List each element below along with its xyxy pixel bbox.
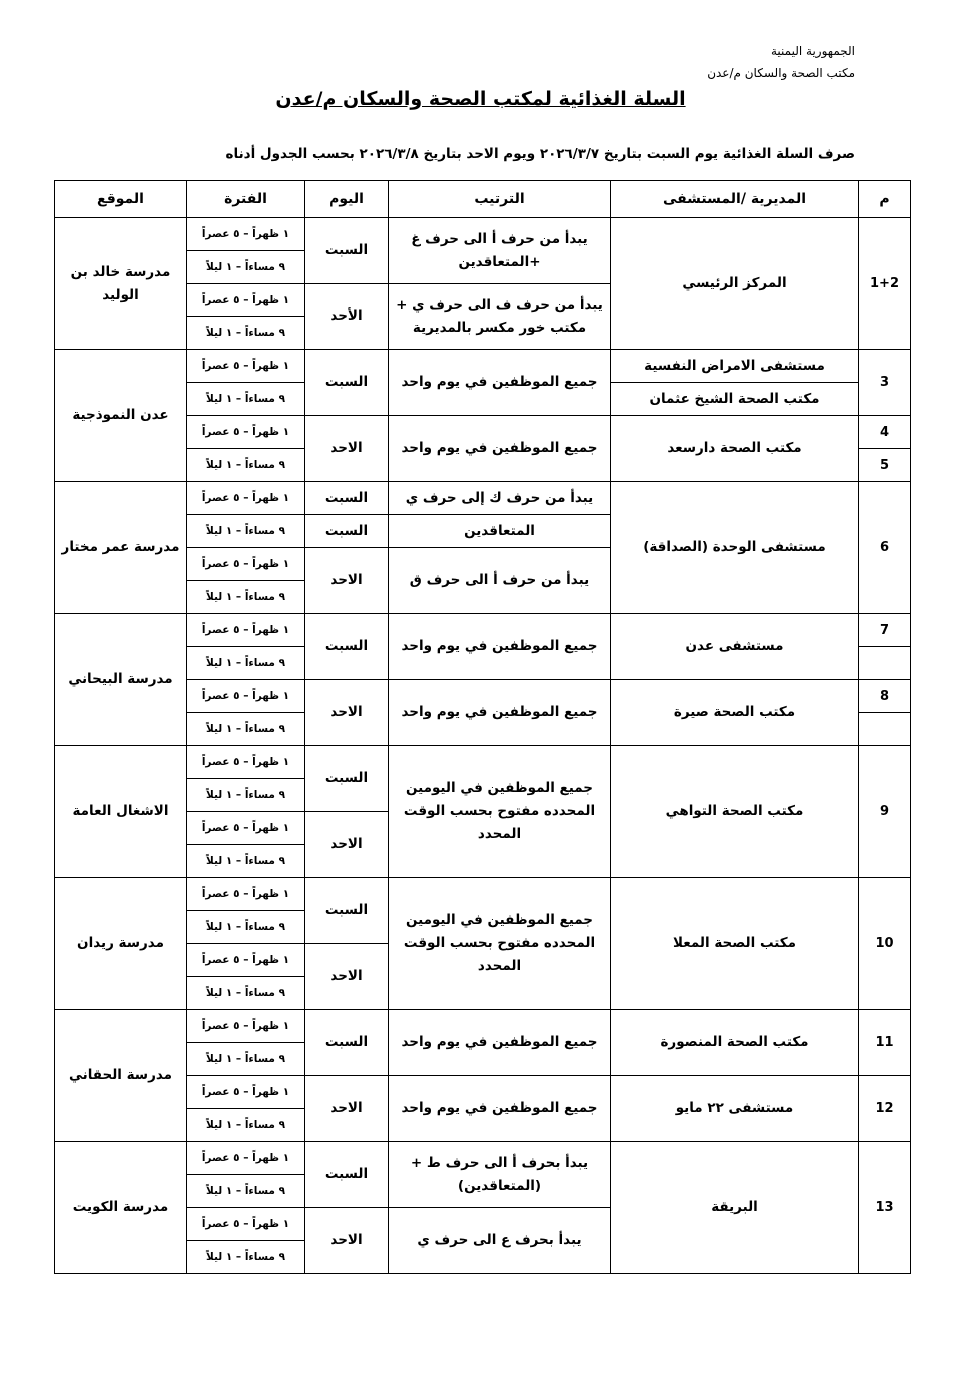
row-number: 10 bbox=[859, 878, 911, 1010]
row-number: 5 bbox=[859, 449, 911, 482]
country-name: الجمهورية اليمنية bbox=[770, 44, 855, 58]
location-cell: عدن النموذجية bbox=[55, 350, 187, 482]
table-row bbox=[55, 746, 911, 779]
order-cell: جميع الموظفين في يوم واحد bbox=[389, 680, 611, 746]
directorate-cell: مكتب الصحة صيرة bbox=[611, 680, 859, 746]
day-cell: الاحد bbox=[305, 416, 389, 482]
period-cell: ٩ مساءاً – ١ ليلاً bbox=[187, 581, 305, 614]
table-row bbox=[55, 878, 911, 911]
period-cell: ١ ظهراً – ٥ عصراً bbox=[187, 878, 305, 911]
order-cell: يبدأ بحرف أ الى حرف ط +(المتعاقدين) bbox=[389, 1142, 611, 1208]
day-cell: السبت bbox=[305, 482, 389, 515]
directorate-cell: مكتب الصحة الشيخ عثمان bbox=[611, 383, 859, 416]
table-row bbox=[55, 350, 911, 383]
location-cell: مدرسة خالد بن الوليد bbox=[55, 218, 187, 350]
row-number: 12 bbox=[859, 1076, 911, 1142]
order-cell: جميع الموظفين في يوم واحد bbox=[389, 350, 611, 416]
order-cell: يبدأ من حرف أ الى حرف ق bbox=[389, 548, 611, 614]
org-header bbox=[707, 40, 855, 84]
order-cell: جميع الموظفين في يوم واحد bbox=[389, 614, 611, 680]
period-cell: ١ ظهراً – ٥ عصراً bbox=[187, 350, 305, 383]
day-cell: السبت bbox=[305, 1142, 389, 1208]
period-cell: ١ ظهراً – ٥ عصراً bbox=[187, 1076, 305, 1109]
period-cell: ٩ مساءاً – ١ ليلاً bbox=[187, 1043, 305, 1076]
col-header-period: الفترة bbox=[187, 181, 305, 218]
row-number-empty bbox=[859, 713, 911, 746]
period-cell: ١ ظهراً – ٥ عصراً bbox=[187, 548, 305, 581]
directorate-cell: مستشفى الامراض النفسية bbox=[611, 350, 859, 383]
table-row bbox=[55, 1010, 911, 1043]
order-cell: المتعاقدين bbox=[389, 515, 611, 548]
row-number: 3 bbox=[859, 350, 911, 416]
period-cell: ١ ظهراً – ٥ عصراً bbox=[187, 1142, 305, 1175]
row-number: 7 bbox=[859, 614, 911, 647]
row-number: 8 bbox=[859, 680, 911, 713]
period-cell: ١ ظهراً – ٥ عصراً bbox=[187, 614, 305, 647]
day-cell: الاحد bbox=[305, 680, 389, 746]
order-cell: جميع الموظفين في يوم واحد bbox=[389, 1010, 611, 1076]
table-row bbox=[55, 482, 911, 515]
order-cell: يبدأ من حرف أ الى حرف غ +المتعاقدين bbox=[389, 218, 611, 284]
day-cell: السبت bbox=[305, 878, 389, 944]
day-cell: السبت bbox=[305, 515, 389, 548]
period-cell: ٩ مساءاً – ١ ليلاً bbox=[187, 1109, 305, 1142]
period-cell: ١ ظهراً – ٥ عصراً bbox=[187, 812, 305, 845]
col-header-order: الترتيب bbox=[389, 181, 611, 218]
directorate-cell: مكتب الصحة المنصورة bbox=[611, 1010, 859, 1076]
day-cell: الأحد bbox=[305, 284, 389, 350]
day-cell: السبت bbox=[305, 614, 389, 680]
col-header-location: الموقع bbox=[55, 181, 187, 218]
order-cell: جميع الموظفين في يوم واحد bbox=[389, 1076, 611, 1142]
directorate-cell: مكتب الصحة التواهي bbox=[611, 746, 859, 878]
order-cell: يبدأ من حرف ك إلى حرف ي bbox=[389, 482, 611, 515]
period-cell: ١ ظهراً – ٥ عصراً bbox=[187, 746, 305, 779]
col-header-directorate: المديرية /المستشفى bbox=[611, 181, 859, 218]
day-cell: السبت bbox=[305, 350, 389, 416]
period-cell: ٩ مساءاً – ١ ليلاً bbox=[187, 251, 305, 284]
table-header-row bbox=[55, 181, 911, 218]
period-cell: ٩ مساءاً – ١ ليلاً bbox=[187, 317, 305, 350]
period-cell: ١ ظهراً – ٥ عصراً bbox=[187, 944, 305, 977]
col-header-day: اليوم bbox=[305, 181, 389, 218]
directorate-cell: مكتب الصحة دارسعد bbox=[611, 416, 859, 482]
day-cell: الاحد bbox=[305, 1076, 389, 1142]
table-row bbox=[55, 1142, 911, 1175]
period-cell: ١ ظهراً – ٥ عصراً bbox=[187, 1208, 305, 1241]
directorate-cell: مستشفى ٢٢ مايو bbox=[611, 1076, 859, 1142]
table-row bbox=[55, 614, 911, 647]
day-cell: الاحد bbox=[305, 548, 389, 614]
period-cell: ٩ مساءاً – ١ ليلاً bbox=[187, 779, 305, 812]
period-cell: ١ ظهراً – ٥ عصراً bbox=[187, 218, 305, 251]
period-cell: ٩ مساءاً – ١ ليلاً bbox=[187, 1175, 305, 1208]
location-cell: مدرسة البيحاني bbox=[55, 614, 187, 746]
period-cell: ٩ مساءاً – ١ ليلاً bbox=[187, 977, 305, 1010]
row-number: 6 bbox=[859, 482, 911, 614]
day-cell: الاحد bbox=[305, 1208, 389, 1274]
order-cell: يبدأ من حرف ف الى حرف ي + مكتب خور مكسر بالمديرية bbox=[389, 284, 611, 350]
period-cell: ٩ مساءاً – ١ ليلاً bbox=[187, 713, 305, 746]
directorate-cell: المركز الرئيسي bbox=[611, 218, 859, 350]
period-cell: ٩ مساءاً – ١ ليلاً bbox=[187, 383, 305, 416]
period-cell: ١ ظهراً – ٥ عصراً bbox=[187, 680, 305, 713]
period-cell: ٩ مساءاً – ١ ليلاً bbox=[187, 845, 305, 878]
location-cell: الاشغال العامة bbox=[55, 746, 187, 878]
directorate-cell: مستشفى الوحدة (الصداقة) bbox=[611, 482, 859, 614]
day-cell: الاحد bbox=[305, 944, 389, 1010]
intro-text: صرف السلة الغذائية يوم السبت بتاريخ ٢٠٢٦/٣/٧ ويوم الاحد بتاريخ ٢٠٢٦/٣/٨ بحسب الجدول أدناه bbox=[225, 146, 855, 162]
location-cell: مدرسة الحقاني bbox=[55, 1010, 187, 1142]
directorate-cell: مستشفى عدن bbox=[611, 614, 859, 680]
period-cell: ١ ظهراً – ٥ عصراً bbox=[187, 482, 305, 515]
period-cell: ٩ مساءاً – ١ ليلاً bbox=[187, 515, 305, 548]
location-cell: مدرسة ريدان bbox=[55, 878, 187, 1010]
period-cell: ٩ مساءاً – ١ ليلاً bbox=[187, 911, 305, 944]
day-cell: الاحد bbox=[305, 812, 389, 878]
directorate-cell: البريقة bbox=[611, 1142, 859, 1274]
row-number: 13 bbox=[859, 1142, 911, 1274]
directorate-cell: مكتب الصحة المعلا bbox=[611, 878, 859, 1010]
location-cell: مدرسة الكويت bbox=[55, 1142, 187, 1274]
location-cell: مدرسة عمر مختار bbox=[55, 482, 187, 614]
row-number: 4 bbox=[859, 416, 911, 449]
period-cell: ١ ظهراً – ٥ عصراً bbox=[187, 284, 305, 317]
period-cell: ١ ظهراً – ٥ عصراً bbox=[187, 416, 305, 449]
col-header-num: م bbox=[859, 181, 911, 218]
order-cell: جميع الموظفين في يوم واحد bbox=[389, 416, 611, 482]
row-number: 1+2 bbox=[859, 218, 911, 350]
period-cell: ١ ظهراً – ٥ عصراً bbox=[187, 1010, 305, 1043]
order-cell: جميع الموظفين في اليومين المحدده مفتوح بحسب الوقت المحدد bbox=[389, 746, 611, 878]
day-cell: السبت bbox=[305, 218, 389, 284]
table-row bbox=[55, 218, 911, 251]
order-cell: يبدأ بحرف ع الى حرف ي bbox=[389, 1208, 611, 1274]
period-cell: ٩ مساءاً – ١ ليلاً bbox=[187, 647, 305, 680]
row-number: 9 bbox=[859, 746, 911, 878]
row-number-empty bbox=[859, 647, 911, 680]
order-cell: جميع الموظفين في اليومين المحدده مفتوح بحسب الوقت المحدد bbox=[389, 878, 611, 1010]
period-cell: ٩ مساءاً – ١ ليلاً bbox=[187, 1241, 305, 1274]
row-number: 11 bbox=[859, 1010, 911, 1076]
schedule-table bbox=[54, 180, 911, 1274]
document-title: السلة الغذائية لمكتب الصحة والسكان م/عدن bbox=[275, 88, 686, 110]
day-cell: السبت bbox=[305, 1010, 389, 1076]
period-cell: ٩ مساءاً – ١ ليلاً bbox=[187, 449, 305, 482]
office-name: مكتب الصحة والسكان م/عدن bbox=[707, 66, 855, 80]
day-cell: السبت bbox=[305, 746, 389, 812]
